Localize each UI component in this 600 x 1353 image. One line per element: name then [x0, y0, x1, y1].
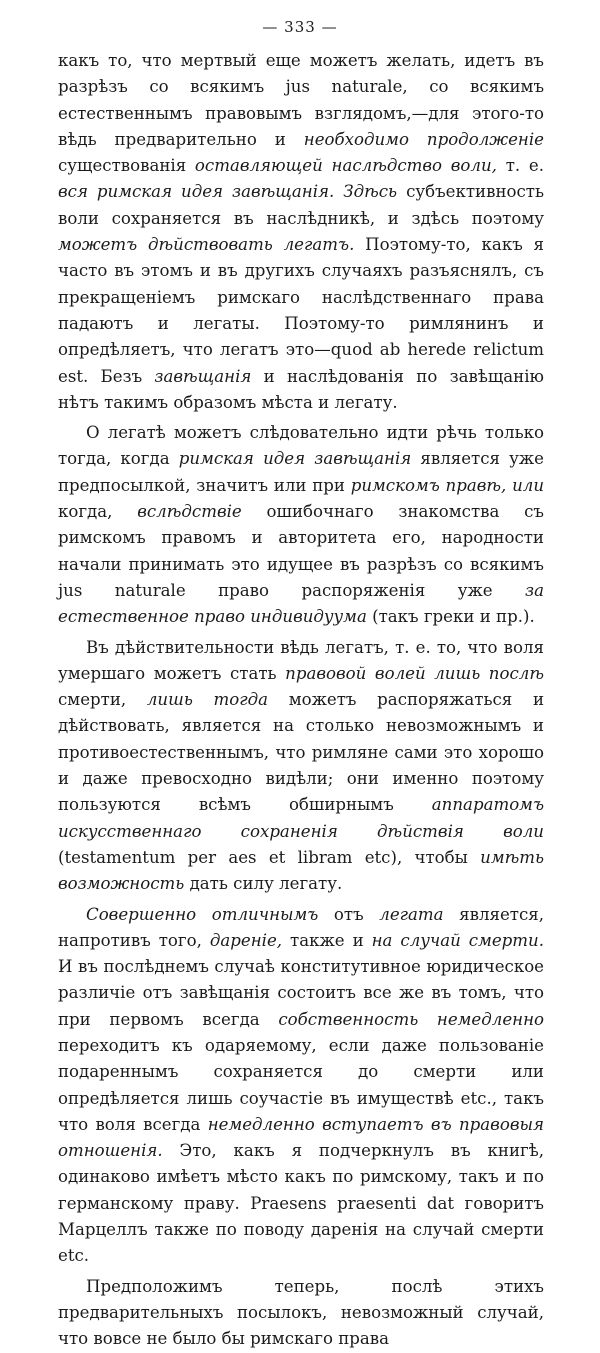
text-run: субъективность воли сохраняется въ наслѣдникѣ, и здѣсь поэтому [58, 182, 545, 228]
italic-text-run: можетъ дѣйствовать легатъ. [58, 235, 355, 255]
text-run: и наслѣдованія по завѣщанію нѣтъ такимъ образомъ мѣста и легату. [58, 366, 544, 412]
italic-text-run: легата [379, 904, 444, 924]
italic-text-run: вся римская идея завѣщанія. [58, 182, 335, 202]
text-run: Поэтому-то, какъ я часто въ этомъ и въ другихъ случаяхъ разъяснялъ, съ прекращеніемъ римскаго наслѣдственнаго права падаютъ и легаты. Поэтому-то римлянинъ и опредѣляетъ, что легатъ это—quod ab herede relictum est. Безъ [58, 235, 544, 386]
text-run: какъ то, что мертвый еще можетъ желать, идетъ въ разрѣзъ со всякимъ jus naturale, со всякимъ естественнымъ правовымъ взглядомъ,—для этого-то вѣдь предварительно и [58, 51, 544, 149]
paragraph-4 [58, 902, 544, 1270]
text-run: (testamentum per aes et libram etc), чтобы [58, 847, 481, 867]
italic-text-run: собственность немедленно [278, 1009, 544, 1029]
page-number: — 333 — [262, 18, 338, 36]
text-run: Это, какъ я подчеркнулъ въ книгѣ, одинаково имѣетъ мѣсто какъ по римскому, такъ и по германскому праву. Praesens praesenti dat говоритъ Марцеллъ также по поводу даренія на случай смерти etc. [58, 1141, 544, 1266]
italic-text-run: римская идея завѣщанія [178, 449, 412, 469]
italic-text-run: Здѣсь [343, 182, 398, 202]
italic-text-run: римскомъ правѣ, или [350, 475, 545, 495]
italic-text-run: вслѣдствіе [137, 502, 242, 522]
italic-text-run: на случай смерти. [371, 930, 544, 950]
italic-text-run: имѣть возможность [58, 847, 544, 894]
paragraph-2 [58, 420, 544, 630]
italic-text-run: оставляющей наслѣдство воли, [194, 156, 497, 176]
text-run: Въ дѣйствительности вѣдь легатъ, т. е. то, что воля умершаго можетъ стать [58, 637, 544, 683]
italic-text-run: лишь тогда [146, 690, 269, 710]
text-run: дать силу легату. [184, 874, 343, 894]
text-run: является, напротивъ того, [58, 904, 545, 950]
italic-text-run: немедленно вступаетъ въ правовыя отношенія. [58, 1114, 544, 1161]
text-run: можетъ распоряжаться и дѣйствовать, является на столько невозможнымъ и противоестественнымъ, что римляне сами это хорошо и даже превосходно видѣли; они именно поэтому пользуются всѣмъ обширнымъ [58, 690, 545, 815]
paragraph-1 [58, 48, 544, 416]
italic-text-run: дареніе, [209, 930, 283, 950]
text-run: отъ [318, 904, 380, 924]
text-run: является уже предпосылкой, значитъ или при [58, 449, 545, 495]
body-text [58, 48, 544, 1353]
text-run: ошибочнаго знакомства съ римскомъ правомъ и авторитета его, народности начали принимать это идущее въ разрѣзъ со всякимъ jus naturale право распоряженія уже [58, 502, 544, 600]
paragraph-3 [58, 635, 544, 898]
italic-text-run: за естественное право индивидуума [58, 580, 544, 627]
italic-text-run: необходимо продолженіе [303, 129, 544, 149]
italic-text-run: аппаратомъ искусственнаго сохраненія дѣйствія воли [58, 795, 544, 841]
text-run: переходитъ къ одаряемому, если даже пользованіе подареннымъ сохраняется до смерти или опредѣляется лишь соучастіе въ имуществѣ etc., такъ что воля всегда [58, 1035, 544, 1134]
italic-text-run: Совершенно отличнымъ [86, 904, 319, 924]
paragraph-5 [58, 1274, 544, 1353]
text-run: смерти, [58, 690, 147, 710]
italic-text-run: правовой волей лишь послѣ [285, 663, 544, 683]
text-run: И въ послѣднемъ случаѣ конститутивное юридическое различіе отъ завѣщанія состоитъ все же въ томъ, что при первомъ всегда [58, 957, 544, 1029]
text-run: также и [282, 930, 372, 950]
text-run: Предположимъ теперь, послѣ этихъ предварительныхъ посылокъ, невозможный случай, что вовсе не было бы римскаго права [58, 1276, 544, 1349]
text-run: т. е. [496, 156, 544, 176]
text-run [334, 182, 343, 201]
text-run: существованія [58, 156, 195, 176]
italic-text-run: завѣщанія [154, 366, 252, 386]
text-run: когда, [58, 502, 138, 522]
text-run: О легатѣ можетъ слѣдовательно идти рѣчь только тогда, когда [58, 423, 544, 469]
text-run: (такъ греки и пр.). [366, 607, 535, 627]
